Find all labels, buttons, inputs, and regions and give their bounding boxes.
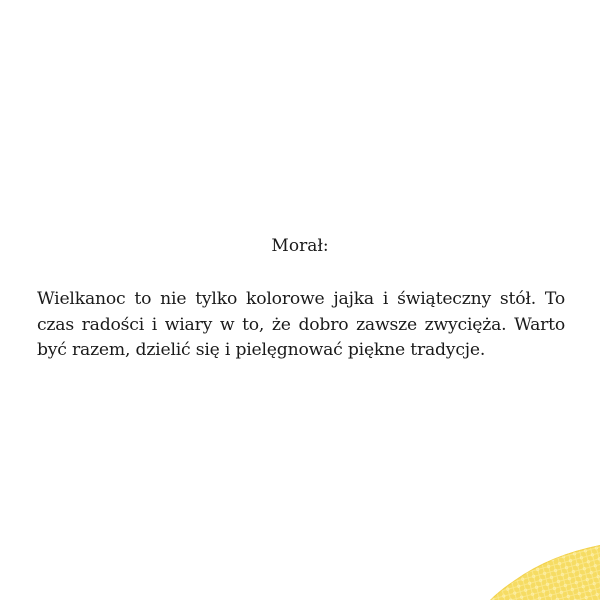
- yellow-lace-ornament-icon: [460, 520, 600, 600]
- moral-heading: Morał:: [271, 236, 329, 256]
- moral-body-text: Wielkanoc to nie tylko kolorowe jajka i świąteczny stół. To czas radości i wiary w to, że dobro zawsze zwycięża. Warto być razem, dzielić się i pielęgnować piękne tradycje.: [37, 289, 565, 360]
